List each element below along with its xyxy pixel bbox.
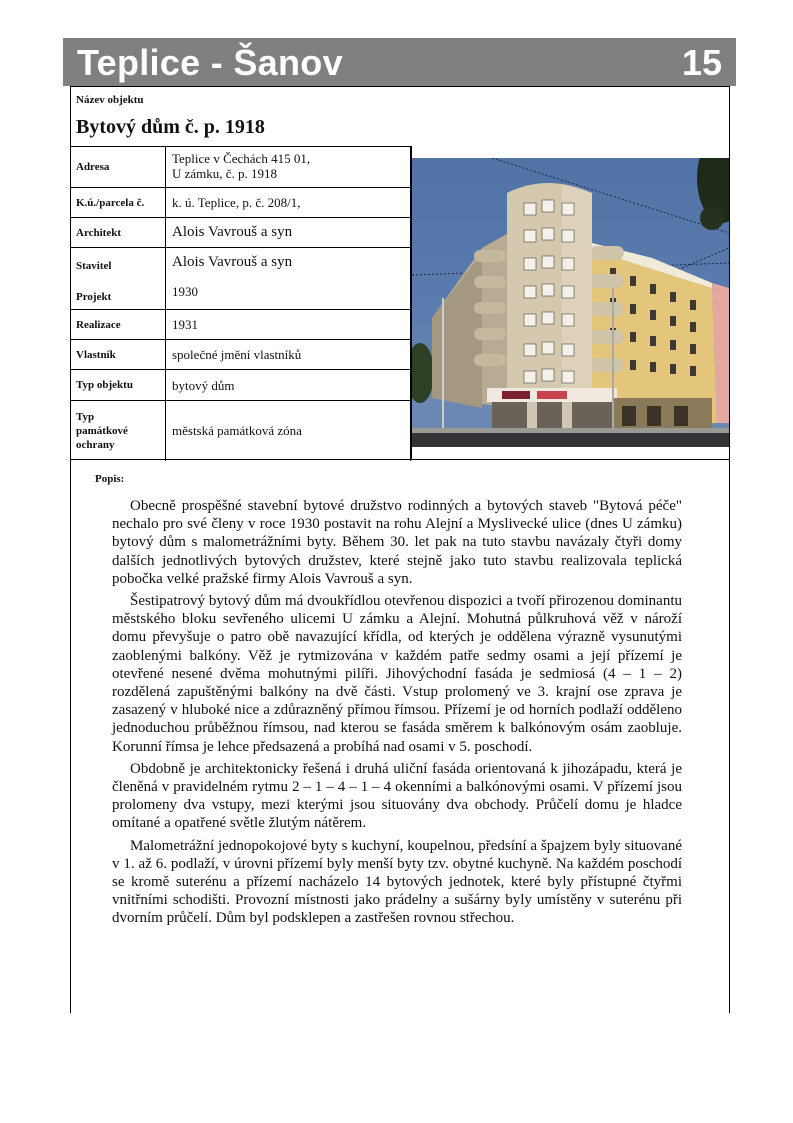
row-architect — [70, 218, 411, 248]
district-title: Teplice - Šanov — [77, 42, 343, 83]
row-address — [70, 147, 411, 188]
table-bottom-border — [70, 459, 729, 460]
owner-label: Vlastník — [70, 340, 166, 370]
description-paragraph: Šestipatrový bytový dům má dvoukřídlou otevřenou dispozici a tvoří přirozenou dominantu městského bloku sevřeného ulicemi U zámku a Alejní. Mohutná půlkruhová věž v nároží domu převyšuje o patro obě navazující křídla, od kterých je oddělena výrazně vysunutými zaoblenými balkóny. Věž je rytmizována v každém patře sedmy osami a její přízemí je otevřené nesené dvěma mohutnými pilíři. Jihovýchodní fasáda je sedmiosá (4 – 1 – 2) rozdělená zapuštěnými balkóny na dvě části. Vstup prolomený ve 3. krajní ose zprava je zasazený v hluboké nice a zdůrazněný přímou římsou. Přízemí je od horních podlaží odděleno jednoduchou průběžnou římsou, nad kterou se fasáda směrem k balkónovým osám zaobluje. Korunní římsa je lehce předsazená a probíhá nad osami v 5. poschodí. — [112, 593, 682, 755]
type-label: Typ objektu — [70, 370, 166, 401]
info-table — [70, 146, 411, 461]
address-line2: U zámku, č. p. 1918 — [172, 166, 278, 181]
protection-label-3: ochrany — [76, 438, 115, 451]
project-label: Projekt — [76, 291, 112, 303]
row-type — [70, 370, 411, 401]
building-photo — [412, 158, 729, 447]
description-text — [112, 497, 682, 932]
address-label: Adresa — [70, 147, 166, 188]
realization-value: 1931 — [166, 310, 411, 340]
protection-label-2: památkové — [76, 424, 128, 437]
architect-label: Architekt — [70, 218, 166, 248]
protection-value: městská památková zóna — [166, 401, 411, 461]
description-paragraph: Obdobně je architektonicky řešená i druhá uliční fasáda orientovaná k jihozápadu, která je členěná v pravidelném rytmu 2 – 1 – 4 – 1 – 4 okenními a balkónovými osami. V přízemí jsou prolomeny dva vstupy, mezi kterými jsou situovány dva obchody. Průčelí domu je hladce omítané a opatřené světle žlutým nátěrem. — [112, 760, 682, 832]
row-owner — [70, 340, 411, 370]
builder-value: Alois Vavrouš a syn — [172, 254, 293, 270]
description-paragraph: Malometrážní jednopokojové byty s kuchyní, koupelnou, předsíní a špajzem byly situované v 1. až 6. podlaží, v úrovni přízemí byly menší byty tzv. obytné kuchyně. Na každém poschodí se kromě suterénu a přízemí nacházelo 14 bytových jednotek, které byly přístupné čtyřmi vnitřními schodišti. Provozní místnosti jako prádelny a sušárny byly umístěny v suterénu při dvorním průčelí. Dům byl podsklepen a zastřešen rovnou střechou. — [112, 837, 682, 927]
object-name-label: Název objektu — [76, 94, 144, 106]
object-name: Bytový dům č. p. 1918 — [76, 116, 265, 138]
protection-label-1: Typ — [76, 410, 95, 423]
description-paragraph: Obecně prospěšné stavební bytové družstvo rodinných a bytových staveb "Bytová péče" nechalo pro své členy v roce 1930 postavit na rohu Alejní a Myslivecké ulice (dnes U zámku) bytový dům s malometrážními byty. Během 30. let pak na tuto stavbu navázaly čtyři domy dalších jednotlivých bytových družstev, které stejně jako tuto stavbu realizovala teplická pobočka velké pražské firmy Alois Vavrouš a syn. — [112, 498, 682, 587]
address-value — [166, 147, 411, 188]
project-value: 1930 — [172, 284, 198, 299]
header-bar — [63, 38, 736, 86]
row-parcel — [70, 188, 411, 218]
page-number: 15 — [681, 42, 722, 83]
row-builder-project — [70, 248, 411, 310]
row-protection — [70, 401, 411, 461]
row-realization — [70, 310, 411, 340]
address-line1: Teplice v Čechách 415 01, — [172, 151, 311, 166]
building-photo-illustration — [412, 158, 729, 447]
realization-label: Realizace — [70, 310, 166, 340]
description-label: Popis: — [95, 473, 125, 485]
type-value: bytový dům — [166, 370, 411, 401]
owner-value: společné jmění vlastníků — [166, 340, 411, 370]
parcel-value: k. ú. Teplice, p. č. 208/1, — [166, 188, 411, 218]
builder-label: Stavitel — [76, 260, 112, 272]
architect-value: Alois Vavrouš a syn — [166, 218, 411, 248]
parcel-label: K.ú./parcela č. — [70, 188, 166, 218]
